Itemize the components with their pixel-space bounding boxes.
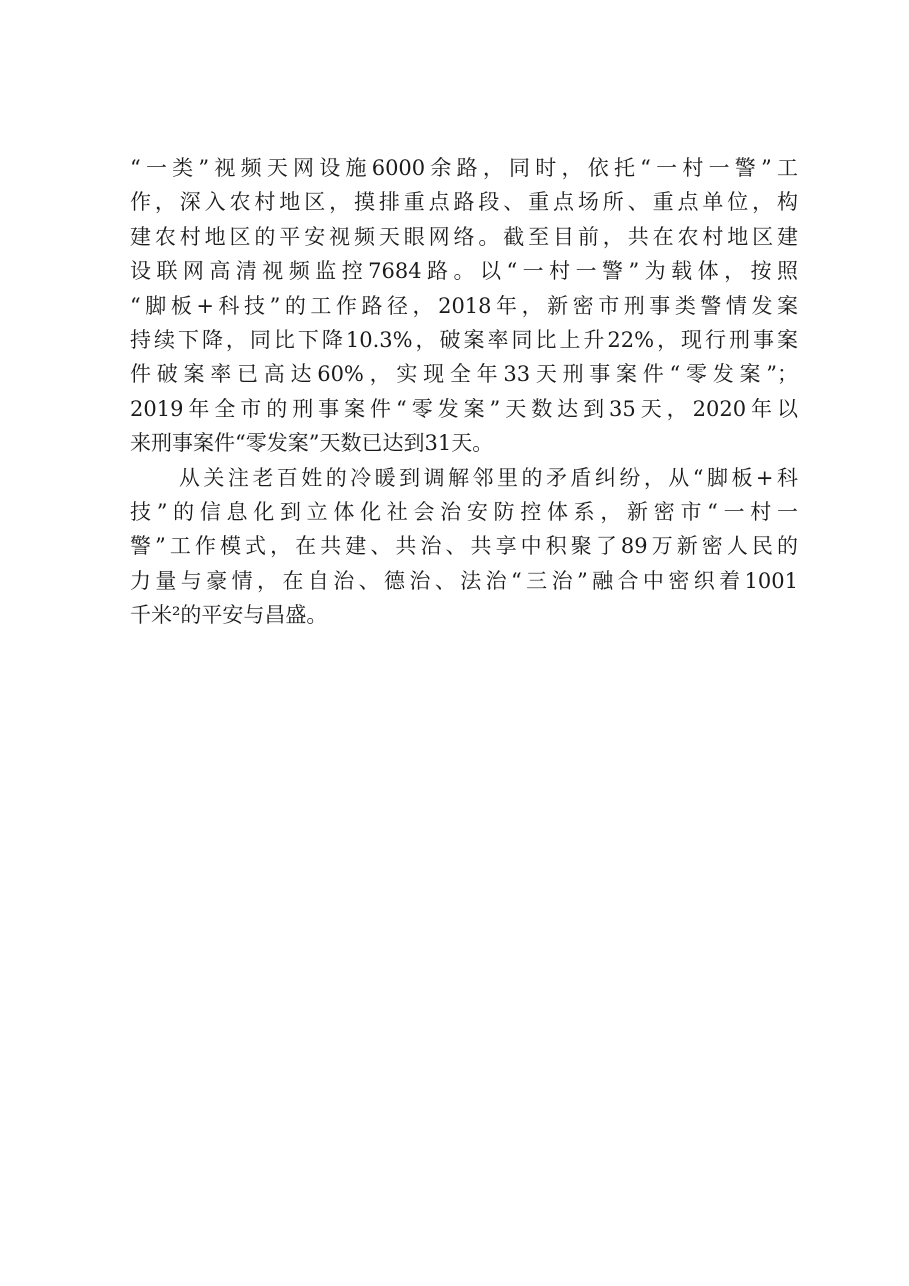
text-line: 千米²的平安与昌盛。 xyxy=(130,603,328,628)
text-line: 2019年全市的刑事案件“零发案”天数达到35天，2020年以 xyxy=(130,396,798,421)
text-line: 建农村地区的平安视频天眼网络。截至目前，共在农村地区建 xyxy=(130,224,798,249)
text-line: 件破案率已高达60%，实现全年33天刑事案件“零发案”； xyxy=(130,362,798,387)
text-line: “脚板+科技”的工作路径，2018年，新密市刑事类警情发案 xyxy=(130,293,798,318)
text-line: 设联网高清视频监控7684路。以“一村一警”为载体，按照 xyxy=(130,259,798,284)
paragraph-2 xyxy=(130,461,798,633)
text-line: 技”的信息化到立体化社会治安防控体系，新密市“一村一 xyxy=(130,499,798,524)
text-line: 警”工作模式，在共建、共治、共享中积聚了89万新密人民的 xyxy=(130,534,798,559)
text-line: 作，深入农村地区，摸排重点路段、重点场所、重点单位，构 xyxy=(130,190,798,215)
text-line: 从关注老百姓的冷暖到调解邻里的矛盾纠纷，从“脚板+科 xyxy=(130,465,798,490)
paragraph-1 xyxy=(130,151,798,461)
text-line: 力量与豪情，在自治、德治、法治“三治”融合中密织着1001 xyxy=(130,568,798,593)
document-body xyxy=(130,151,798,632)
text-line: “一类”视频天网设施6000余路，同时，依托“一村一警”工 xyxy=(130,156,798,180)
text-line: 来刑事案件“零发案”天数已达到31天。 xyxy=(130,431,494,456)
text-line: 持续下降，同比下降10.3%，破案率同比上升22%，现行刑事案 xyxy=(130,327,798,352)
